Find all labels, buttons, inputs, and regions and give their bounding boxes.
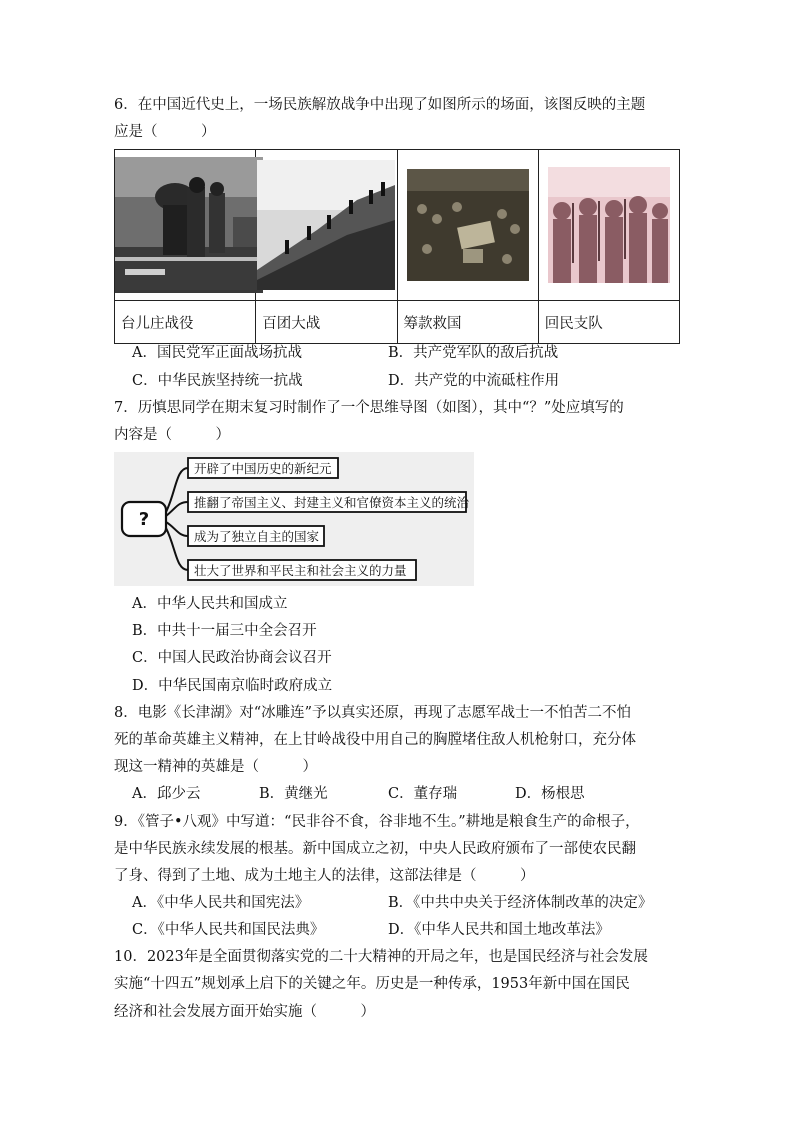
q8-stem-line3: 现这一精神的英雄是（ ） <box>114 759 317 775</box>
q7-stem-line1: 7．历慎思同学在期末复习时制作了一个思维导图（如图），其中“？”处应填写的 <box>114 400 624 416</box>
q9-stem-line3: 了身、得到了土地、成为土地主人的法律，这部法律是（ ） <box>114 868 535 884</box>
q8-stem-line2: 死的革命英雄主义精神，在上甘岭战役中用自己的胸膛堵住敌人机枪射口，充分体 <box>114 732 636 748</box>
mindmap-branch-1: 开辟了中国历史的新纪元 <box>194 461 332 476</box>
q6-picture-table <box>114 149 680 344</box>
q9-option-a[interactable]: A．《中华人民共和国宪法》 <box>132 895 310 911</box>
q8-option-c[interactable]: C．董存瑞 <box>388 786 458 802</box>
photo-cell-baituan <box>256 150 397 301</box>
q7-mind-map <box>114 452 474 586</box>
mindmap-branch-4: 壮大了世界和平民主和社会主义的力量 <box>194 563 407 578</box>
q7-option-d[interactable]: D．中华民国南京临时政府成立 <box>132 678 333 694</box>
q6-option-d[interactable]: D．共产党的中流砥柱作用 <box>388 373 560 389</box>
mindmap-branch-3: 成为了独立自主的国家 <box>194 529 320 544</box>
q7-stem-line2: 内容是（ ） <box>114 427 230 443</box>
q7-option-c[interactable]: C．中国人民政治协商会议召开 <box>132 650 332 666</box>
q6-option-a[interactable]: A．国民党军正面战场抗战 <box>132 345 302 361</box>
q8-option-d[interactable]: D．杨根思 <box>515 786 585 802</box>
q8-option-b[interactable]: B．黄继光 <box>259 786 328 802</box>
q6-option-c[interactable]: C．中华民族坚持统一抗战 <box>132 373 303 389</box>
q8-stem-line1: 8．电影《长津湖》对“冰雕连”予以真实还原，再现了志愿军战士一不怕苦二不怕 <box>114 705 632 721</box>
caption-taierzhuang: 台儿庄战役 <box>115 301 256 344</box>
photo-taierzhuang <box>115 157 263 293</box>
q9-stem-line1: 9．《管子•八观》中写道：“民非谷不食，谷非地不生。”耕地是粮食生产的命根子， <box>114 814 640 830</box>
photo-cell-fundraising <box>397 150 538 301</box>
q6-stem-line1: 6．在中国近代史上，一场民族解放战争中出现了如图所示的场面，该图反映的主题 <box>114 97 646 113</box>
q10-stem-line3: 经济和社会发展方面开始实施（ ） <box>114 1004 375 1020</box>
q9-stem-line2: 是中华民族永续发展的根基。新中国成立之初，中央人民政府颁布了一部使农民翻 <box>114 841 636 857</box>
q9-option-b[interactable]: B．《中共中央关于经济体制改革的决定》 <box>388 895 653 911</box>
q6-option-b[interactable]: B．共产党军队的敌后抗战 <box>388 345 559 361</box>
q8-option-a[interactable]: A．邱少云 <box>132 786 201 802</box>
photo-baituan <box>257 160 395 290</box>
photo-fundraising <box>407 169 529 281</box>
q9-option-d[interactable]: D．《中华人民共和国土地改革法》 <box>388 922 610 938</box>
mindmap-center-label: ? <box>138 509 150 530</box>
q10-stem-line1: 10．2023年是全面贯彻落实党的二十大精神的开局之年，也是国民经济与社会发展 <box>114 949 648 965</box>
photo-cell-huimin <box>538 150 679 301</box>
caption-huimin: 回民支队 <box>538 301 679 344</box>
q6-stem-line2: 应是（ ） <box>114 124 216 140</box>
caption-baituan: 百团大战 <box>256 301 397 344</box>
photo-huimin <box>548 167 670 283</box>
caption-fundraising: 筹款救国 <box>397 301 538 344</box>
q10-stem-line2: 实施“十四五”规划承上启下的关键之年。历史是一种传承，1953年新中国在国民 <box>114 976 630 992</box>
q7-option-b[interactable]: B．中共十一届三中全会召开 <box>132 623 317 639</box>
q7-option-a[interactable]: A．中华人民共和国成立 <box>132 596 288 612</box>
q9-option-c[interactable]: C．《中华人民共和国民法典》 <box>132 922 325 938</box>
photo-cell-taierzhuang <box>115 150 256 301</box>
mindmap-branch-2: 推翻了帝国主义、封建主义和官僚资本主义的统治 <box>194 495 470 510</box>
